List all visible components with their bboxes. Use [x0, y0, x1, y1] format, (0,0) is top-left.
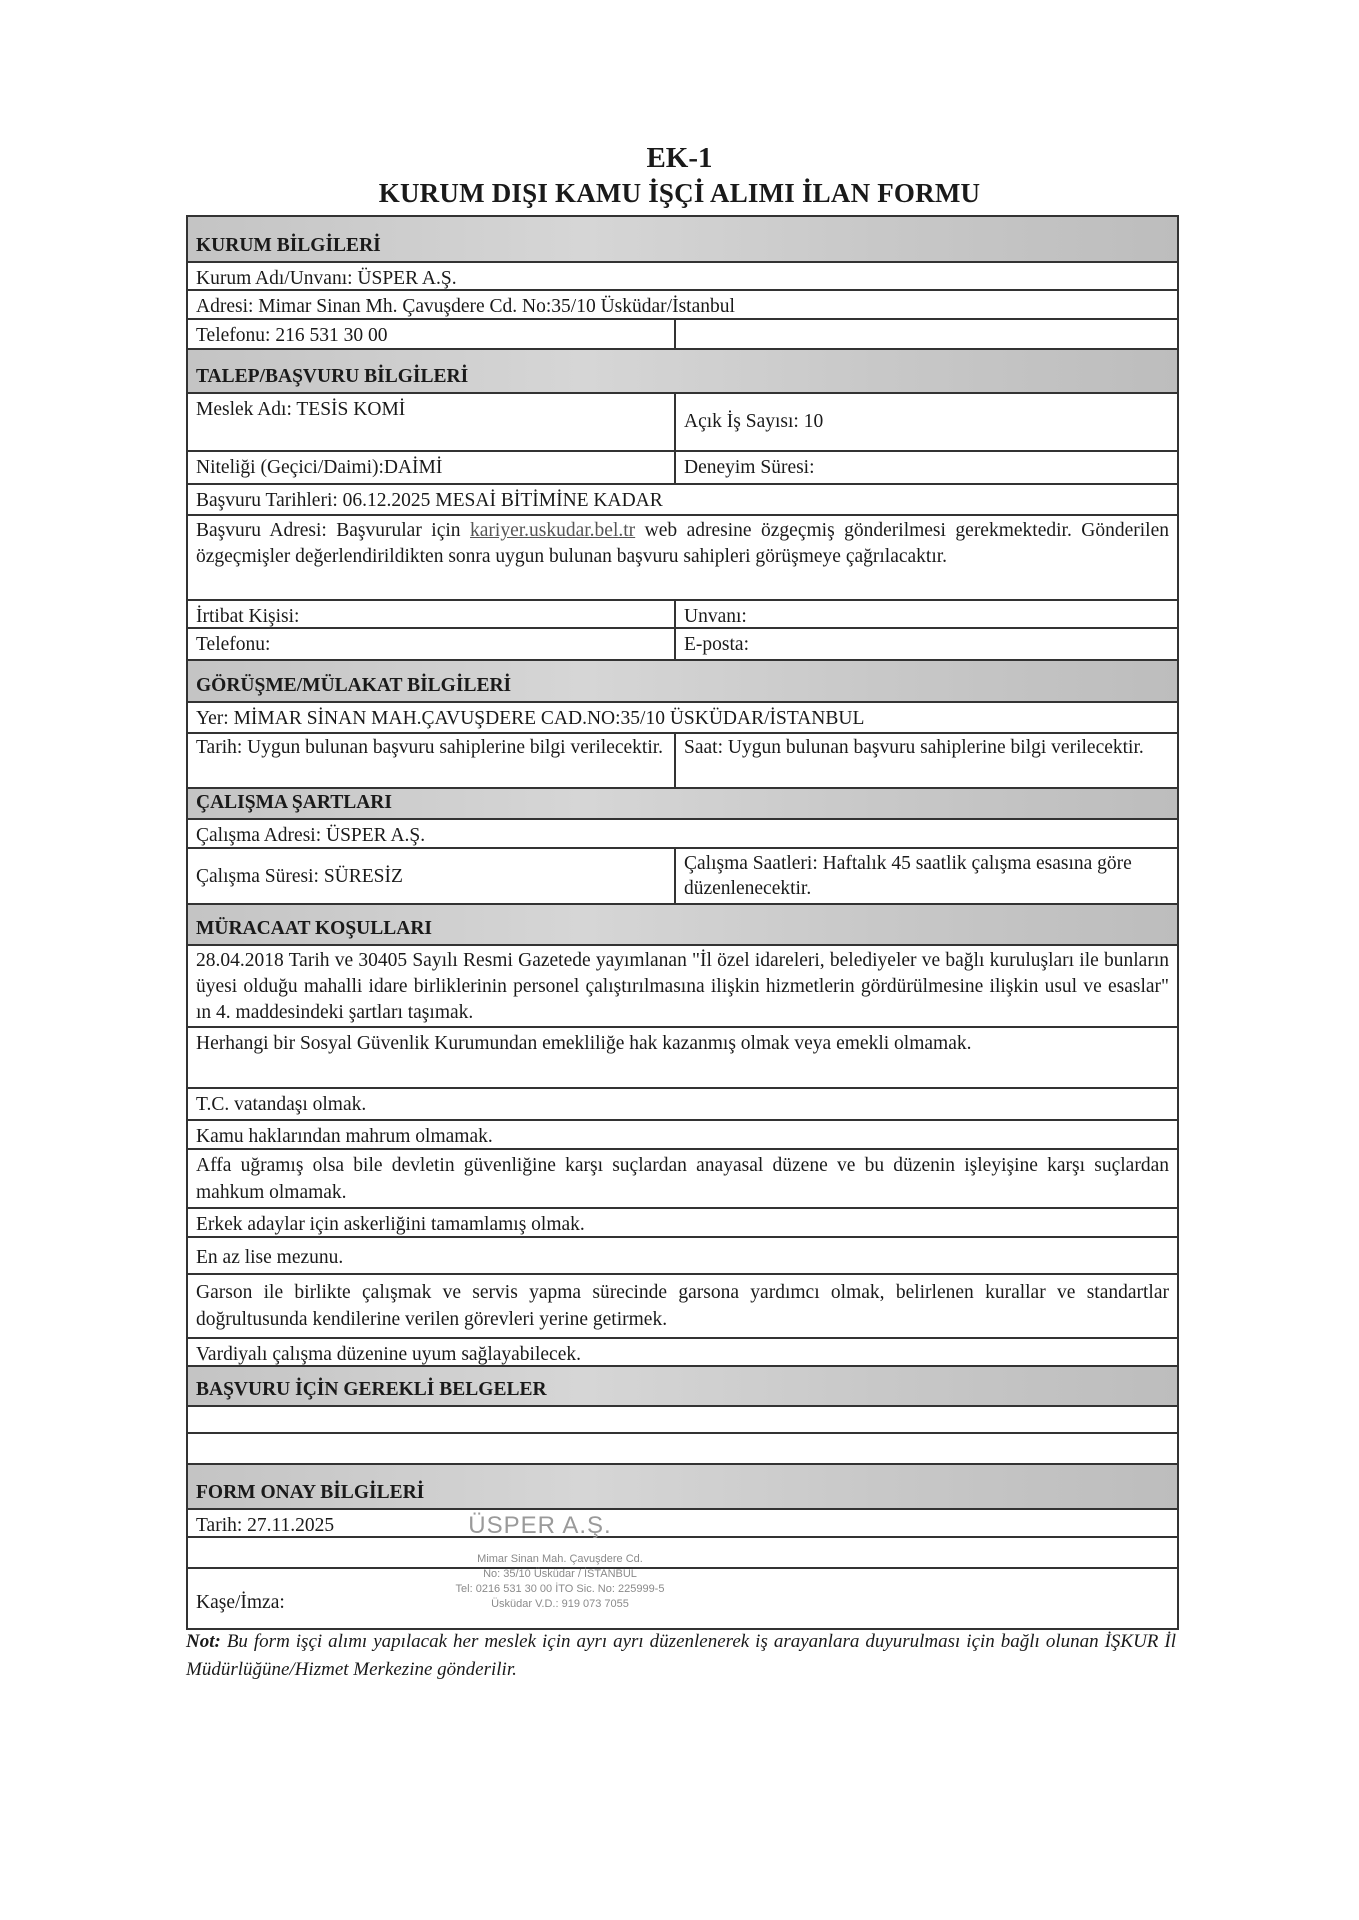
- section-title: FORM ONAY BİLGİLERİ: [196, 1482, 425, 1503]
- section-belgeler: [188, 1367, 1177, 1407]
- kosul-item: Garson ile birlikte çalışmak ve servis yapma sürecinde garsona yardımcı olmak, belirlenen kurallar ve standartlar doğrultusunda kendilerine verilen görevleri yerine getirmek.: [196, 1282, 1169, 1330]
- basvuru-adresi: [188, 516, 1177, 599]
- document-annex-label: EK-1: [646, 142, 713, 174]
- kosul-item: Affa uğramış olsa bile devletin güvenliğine karşı suçlardan anayasal düzene ve bu düzenin işleyişine karşı suçlardan mahkum olmamak.: [196, 1155, 1169, 1203]
- stamp-line: Üsküdar V.D.: 919 073 7055: [491, 1598, 629, 1610]
- acik-is-sayisi: Açık İş Sayısı: 10: [684, 411, 824, 432]
- empty-row: [188, 1434, 1177, 1465]
- stamp-line: Mimar Sinan Mah. Çavuşdere Cd.: [477, 1553, 643, 1565]
- onay-tarih: Tarih: 27.11.2025: [196, 1515, 335, 1536]
- kosul-item: Erkek adaylar için askerliğini tamamlamış olmak.: [196, 1214, 585, 1235]
- kase-imza: Kaşe/İmza:: [196, 1592, 285, 1613]
- empty-cell: [676, 320, 1177, 348]
- eposta: E-posta:: [684, 634, 749, 655]
- deneyim-suresi: Deneyim Süresi:: [684, 457, 815, 478]
- note-text: Bu form işçi alımı yapılacak her meslek için ayrı ayrı düzenlenerek iş arayanlara duyurulması için bağlı olunan İŞKUR İl Müdürlüğüne/Hizmet Merkezine gönderilir.: [186, 1631, 1176, 1680]
- stamp-name: ÜSPER A.Ş.: [468, 1512, 612, 1539]
- footnote: [186, 1628, 1176, 1684]
- stamp-line: No: 35/10 Üsküdar / İSTANBUL: [483, 1568, 637, 1580]
- kosul-item: Kamu haklarından mahrum olmamak.: [196, 1126, 493, 1147]
- section-kurum: [188, 217, 1177, 263]
- job-posting-form: [186, 215, 1179, 1630]
- section-title: BAŞVURU İÇİN GEREKLİ BELGELER: [196, 1379, 547, 1400]
- niteligi: Niteliği (Geçici/Daimi):DAİMİ: [188, 452, 676, 483]
- section-title: KURUM BİLGİLERİ: [196, 235, 381, 256]
- kariyer-link[interactable]: kariyer.uskudar.bel.tr: [470, 520, 636, 541]
- calisma-saatleri: Çalışma Saatleri: Haftalık 45 saatlik çalışma esasına göre düzenlenecektir.: [684, 853, 1132, 899]
- note-label: Not:: [186, 1631, 221, 1652]
- irtibat-kisisi: İrtibat Kişisi:: [188, 601, 676, 627]
- kurum-address: Adresi: Mimar Sinan Mh. Çavuşdere Cd. No:35/10 Üsküdar/İstanbul: [196, 296, 735, 317]
- irtibat-telefon: Telefonu:: [188, 629, 676, 659]
- kurum-phone: Telefonu: 216 531 30 00: [188, 320, 676, 348]
- kosul-item: Vardiyalı çalışma düzenine uyum sağlayabilecek.: [196, 1344, 581, 1365]
- kosul-item: En az lise mezunu.: [196, 1247, 344, 1268]
- kurum-name: Kurum Adı/Unvanı: ÜSPER A.Ş.: [196, 268, 457, 289]
- section-title: TALEP/BAŞVURU BİLGİLERİ: [196, 366, 469, 387]
- stamp-line: Tel: 0216 531 30 00 İTO Sic. No: 225999-5: [455, 1583, 665, 1595]
- unvan: Unvanı:: [684, 606, 747, 627]
- section-muracaat: [188, 905, 1177, 946]
- company-stamp: [380, 1512, 740, 1612]
- document-title: KURUM DIŞI KAMU İŞÇİ ALIMI İLAN FORMU: [378, 178, 981, 208]
- section-title: ÇALIŞMA ŞARTLARI: [196, 792, 392, 813]
- gorusme-saat: Saat: Uygun bulunan başvuru sahiplerine bilgi verilecektir.: [684, 737, 1144, 758]
- kosul-item: Herhangi bir Sosyal Güvenlik Kurumundan emekliliğe hak kazanmış olmak veya emekli olmamak.: [196, 1033, 972, 1054]
- calisma-adresi: Çalışma Adresi: ÜSPER A.Ş.: [196, 825, 426, 846]
- gorusme-yer: Yer: MİMAR SİNAN MAH.ÇAVUŞDERE CAD.NO:35/10 ÜSKÜDAR/İSTANBUL: [196, 708, 865, 729]
- kosul-item: 28.04.2018 Tarih ve 30405 Sayılı Resmi Gazetede yayımlanan "İl özel idareleri, belediyeler ve bağlı kuruluşları ile bunların üyesi olduğu mahalli idare birliklerinin personel çalıştırılmasına ilişkin hizmetlerin gördürülmesine ilişkin usul ve esaslar" ın 4. maddesindeki şartları taşımak.: [196, 950, 1169, 1023]
- gorusme-tarih: Tarih: Uygun bulunan başvuru sahiplerine bilgi verilecektir.: [188, 734, 676, 787]
- basvuru-tarihleri: Başvuru Tarihleri: 06.12.2025 MESAİ BİTİMİNE KADAR: [196, 490, 663, 511]
- calisma-suresi: Çalışma Süresi: SÜRESİZ: [188, 849, 676, 903]
- basvuru-adresi-prefix: Başvuru Adresi: Başvurular için: [196, 520, 461, 541]
- section-gorusme: [188, 661, 1177, 703]
- empty-row: [188, 1407, 1177, 1434]
- section-title: GÖRÜŞME/MÜLAKAT BİLGİLERİ: [196, 675, 512, 696]
- meslek-adi: Meslek Adı: TESİS KOMİ: [188, 394, 676, 450]
- section-talep: [188, 350, 1177, 394]
- section-calisma: [188, 789, 1177, 820]
- kosul-item: T.C. vatandaşı olmak.: [196, 1094, 367, 1115]
- basvuru-adresi-suffix: web adresine özgeçmiş gönderilmesi gerekmektedir. Gönderilen özgeçmişler değerlendirildikten sonra uygun bulunan başvuru sahipleri görüşmeye çağrılacaktır.: [196, 520, 1170, 567]
- section-title: MÜRACAAT KOŞULLARI: [196, 918, 433, 939]
- section-onay: [188, 1465, 1177, 1510]
